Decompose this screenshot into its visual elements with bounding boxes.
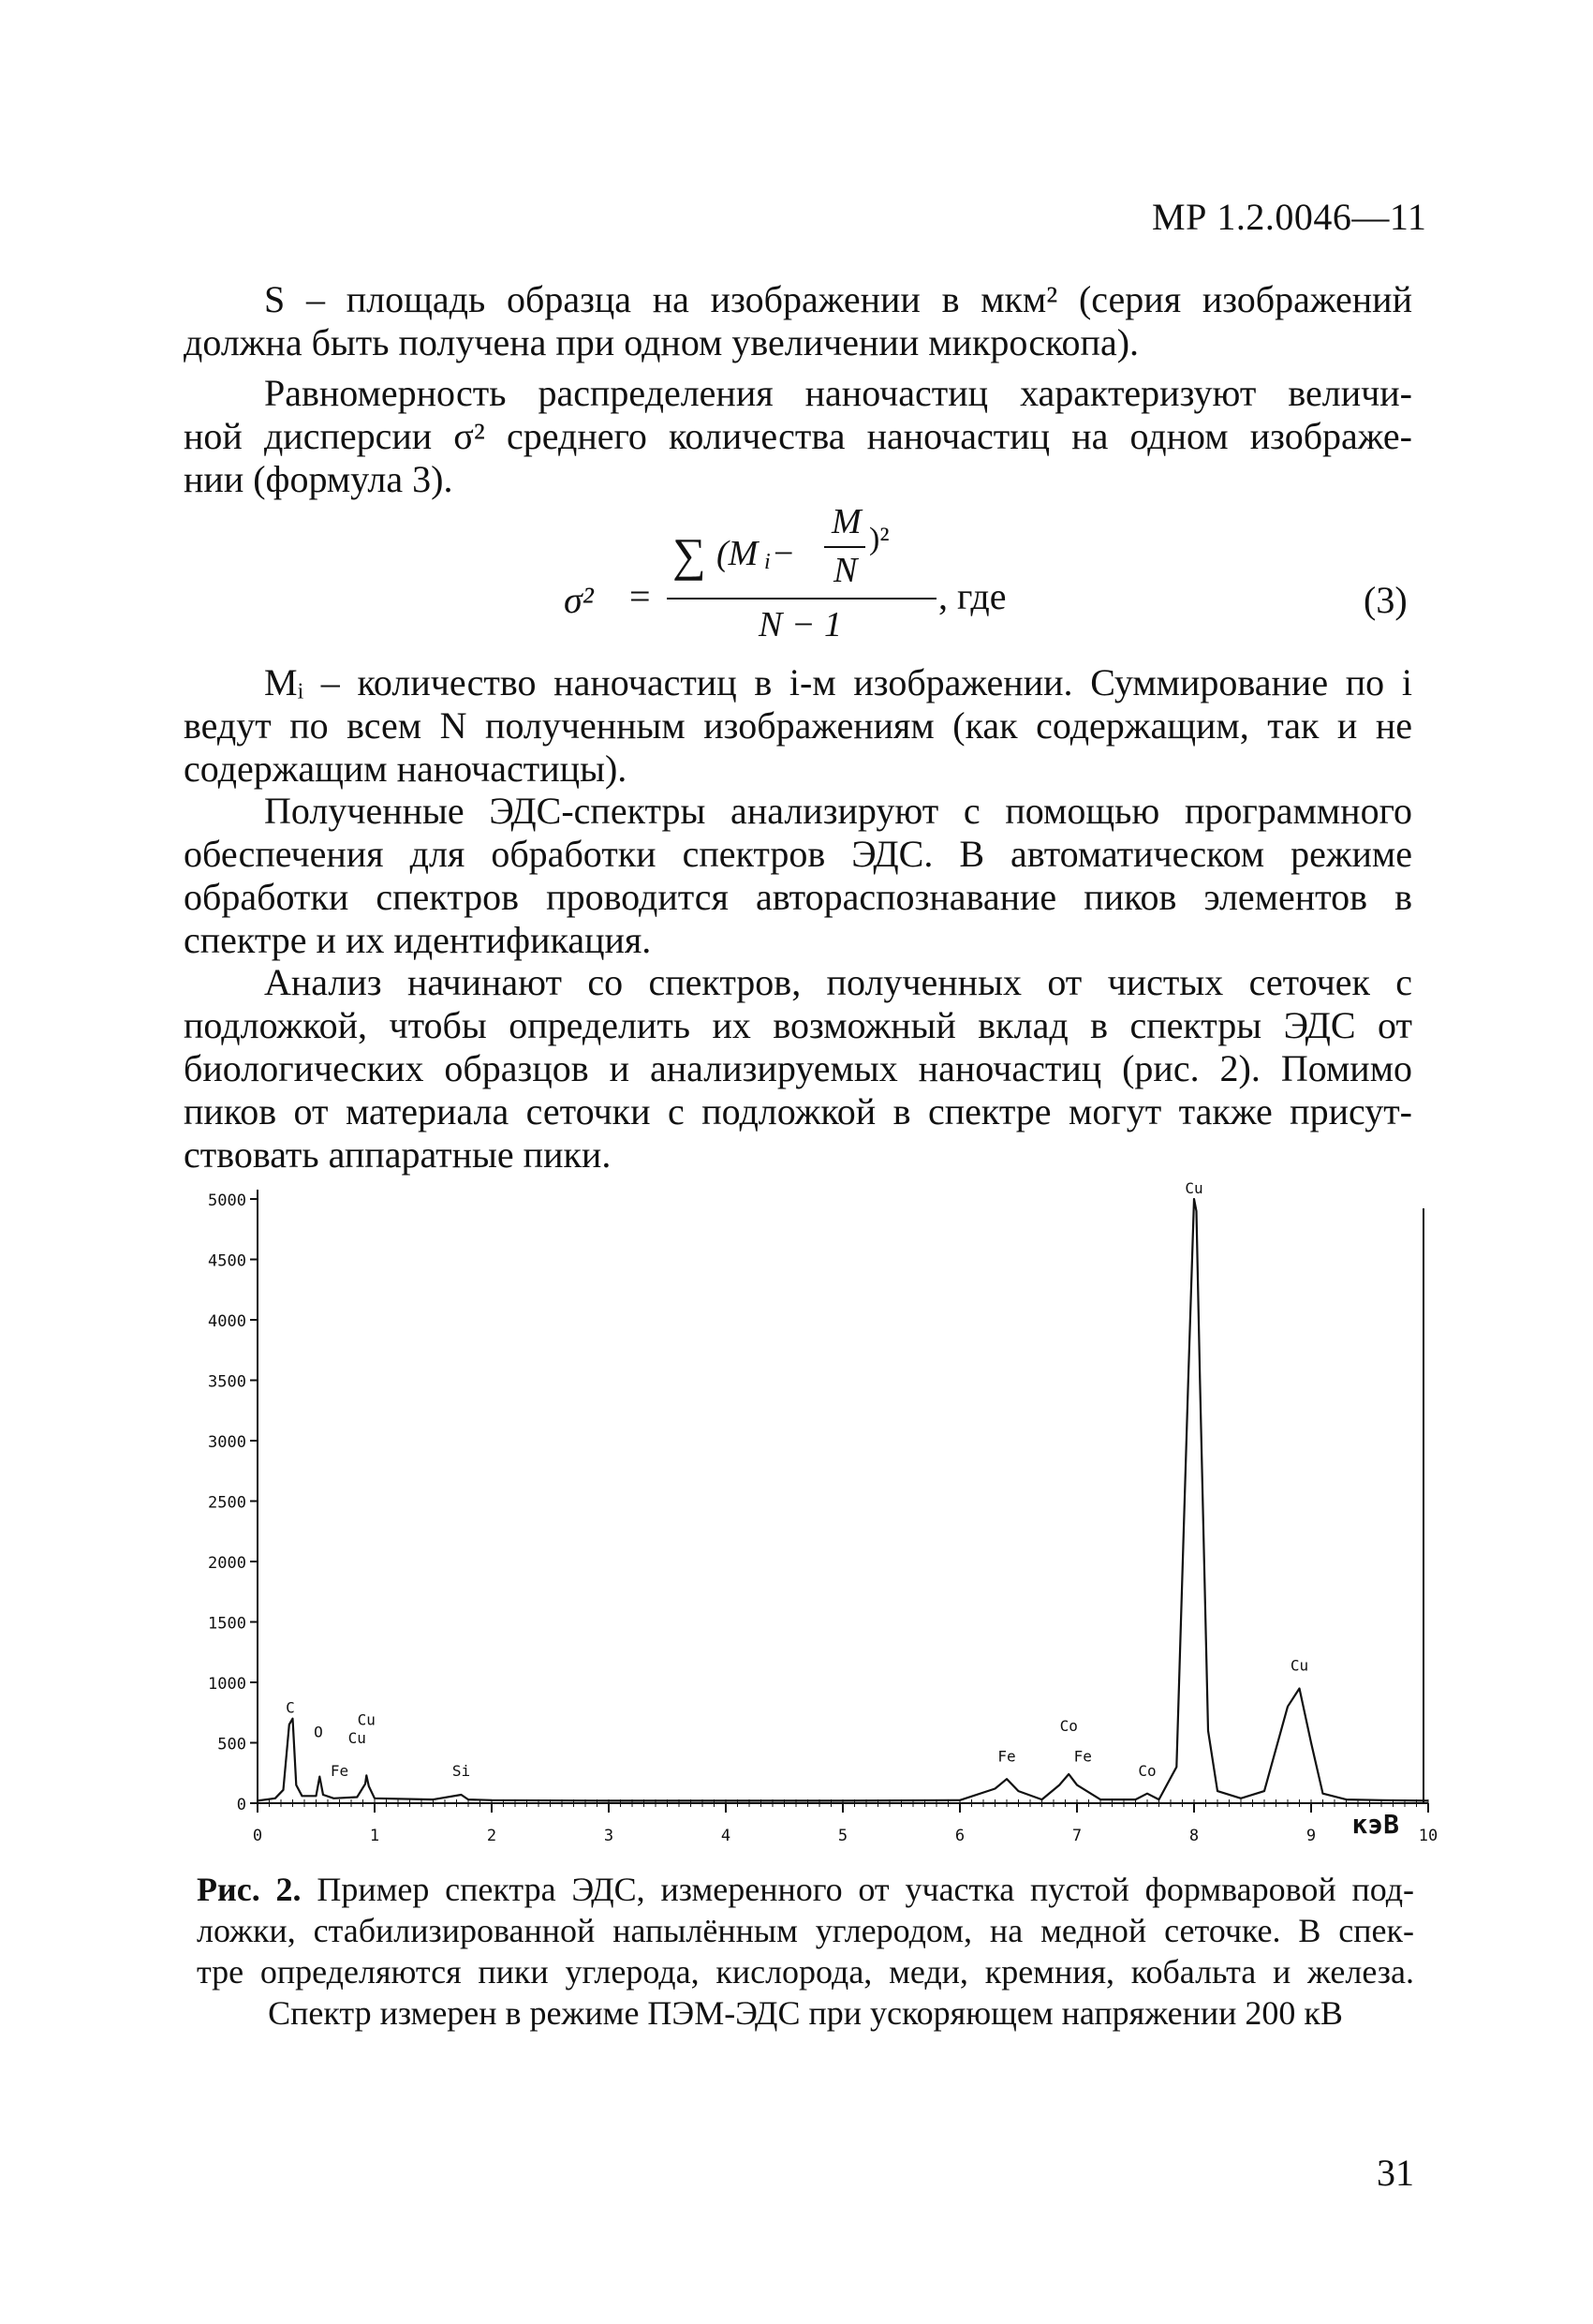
document-code: МР 1.2.0046—11 xyxy=(1152,196,1427,238)
formula-number: (3) xyxy=(1364,579,1408,621)
text-line: обработки спектров проводится автораспознавание пиков элементов в xyxy=(184,876,1412,918)
y-tick-label: 0 xyxy=(236,1796,246,1814)
peak-label: Cu xyxy=(347,1728,366,1747)
formula-minus: − xyxy=(774,534,794,573)
text-line: биологических образцов и анализируемых наночастиц (рис. 2). Помимо xyxy=(184,1047,1412,1089)
caption-line xyxy=(197,1869,1414,1910)
y-tick-label: 2500 xyxy=(208,1493,246,1513)
formula-numerator-open: (M xyxy=(716,534,759,573)
x-tick-label: 4 xyxy=(720,1827,731,1845)
peak-label: Cu xyxy=(357,1710,376,1729)
x-tick-label: 0 xyxy=(252,1827,263,1845)
y-tick-label: 1000 xyxy=(208,1675,246,1694)
peak-label: O xyxy=(314,1723,323,1741)
peak-label: Cu xyxy=(1185,1179,1203,1197)
y-tick-label: 5000 xyxy=(208,1192,246,1210)
text-line: Полученные ЭДС-спектры анализируют с помощью программного xyxy=(264,790,1412,832)
figure-caption xyxy=(197,1869,1414,2034)
formula-numerator-close: )² xyxy=(869,522,890,556)
text-line: спектре и их идентификация. xyxy=(184,919,652,961)
formula-fraction-bar xyxy=(667,598,937,600)
text-line: ведут по всем N полученным изображениям (как содержащим, так и не xyxy=(184,704,1412,747)
x-tick-label: 2 xyxy=(486,1827,497,1845)
y-tick-label: 1500 xyxy=(208,1614,246,1634)
formula-inner-numerator: M xyxy=(832,502,862,541)
peak-label: Co xyxy=(1059,1717,1078,1736)
text-line: содержащим наночастицы). xyxy=(184,748,627,790)
x-tick-label: 6 xyxy=(954,1827,966,1845)
y-tick-label: 4500 xyxy=(208,1251,246,1271)
x-tick-label: 8 xyxy=(1188,1827,1200,1845)
spectrum-line xyxy=(258,1199,1428,1800)
peak-label: Co xyxy=(1138,1761,1157,1780)
caption-label: Рис. 2. xyxy=(197,1871,302,1908)
formula-suffix: , где xyxy=(938,575,1007,617)
text-line: пиков от материала сеточки с подложкой в спектре могут также присут- xyxy=(184,1090,1412,1132)
peak-label: Fe xyxy=(1073,1747,1092,1766)
y-tick-label: 2000 xyxy=(208,1554,246,1573)
peak-label: C xyxy=(286,1698,295,1717)
formula-lhs: σ² xyxy=(564,579,594,621)
text-line: нии (формула 3). xyxy=(184,458,453,500)
formula-subscript-i: i xyxy=(764,550,771,574)
caption-line: тре определяются пики углерода, кислорода, меди, кремния, кобальта и железа. xyxy=(197,1953,1414,1991)
x-tick-label: 5 xyxy=(837,1827,848,1845)
formula-inner-denominator: N xyxy=(833,551,858,590)
x-tick-label: 7 xyxy=(1071,1827,1083,1845)
paragraph-area-definition xyxy=(184,278,1412,364)
formula-sum-sign: ∑ xyxy=(672,528,706,581)
x-axis-label: кэВ xyxy=(1351,1809,1400,1840)
y-tick-label: 3500 xyxy=(208,1372,246,1392)
x-tick-label: 9 xyxy=(1305,1827,1317,1845)
x-tick-label: 3 xyxy=(603,1827,614,1845)
text-line: Анализ начинают со спектров, полученных от чистых сеточек с xyxy=(264,961,1412,1003)
y-tick-label: 3000 xyxy=(208,1433,246,1452)
x-tick-label: 10 xyxy=(1418,1827,1438,1845)
text-line: Равномерность распределения наночастиц характеризуют величи- xyxy=(264,372,1412,414)
eds-spectrum-chart xyxy=(169,1171,1442,1855)
caption-line: ложки, стабилизированной напылённым углеродом, на медной сеточке. В спек- xyxy=(197,1912,1414,1949)
formula-denominator: N − 1 xyxy=(759,605,842,644)
caption-line: Спектр измерен в режиме ПЭМ-ЭДС при ускоряющем напряжении 200 кВ xyxy=(268,1994,1343,2032)
text-line: S – площадь образца на изображении в мкм² (серия изображений xyxy=(264,278,1412,320)
formula-3 xyxy=(553,501,1414,642)
text-line: подложкой, чтобы определить их возможный вклад в спектры ЭДС от xyxy=(184,1004,1412,1046)
x-tick-label: 1 xyxy=(369,1827,380,1845)
paragraph-eds-analysis xyxy=(184,790,1412,962)
text-line: Mᵢ – количество наночастиц в i-м изображении. Суммирование по i xyxy=(264,661,1412,703)
peak-label: Fe xyxy=(997,1747,1016,1766)
paragraph-symbols xyxy=(184,661,1412,791)
peak-label: Si xyxy=(451,1761,471,1780)
formula-equals: = xyxy=(629,575,651,617)
y-tick-label: 500 xyxy=(217,1735,246,1754)
caption-text: Пример спектра ЭДС, измеренного от участка пустой формваровой под- xyxy=(301,1871,1414,1908)
formula-inner-fraction-bar xyxy=(824,546,865,548)
page-number: 31 xyxy=(1377,2152,1414,2194)
peak-label: Fe xyxy=(330,1761,349,1780)
paragraph-dispersion xyxy=(184,372,1412,501)
text-line: ной дисперсии σ² среднего количества наночастиц на одном изображе- xyxy=(184,415,1412,457)
paragraph-analysis-start xyxy=(184,961,1412,1177)
text-line: должна быть получена при одном увеличении микроскопа). xyxy=(184,321,1140,363)
text-line: ствовать аппаратные пики. xyxy=(184,1133,612,1176)
text-line: обеспечения для обработки спектров ЭДС. В автоматическом режиме xyxy=(184,833,1412,875)
peak-label: Cu xyxy=(1290,1656,1309,1675)
y-tick-label: 4000 xyxy=(208,1312,246,1331)
